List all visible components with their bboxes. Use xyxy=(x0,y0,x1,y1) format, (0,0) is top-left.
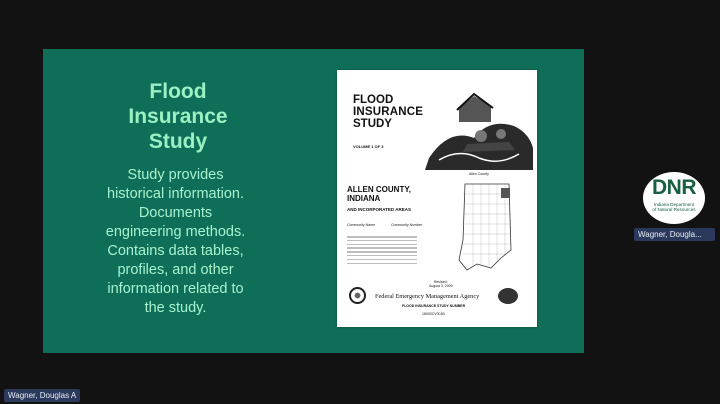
doc-volume: VOLUME 1 OF 3 xyxy=(353,144,384,149)
slide-body-line: engineering methods. xyxy=(105,224,246,240)
slide-title-line: Flood xyxy=(149,80,207,103)
doc-revised-line: August 3, 2009 xyxy=(429,284,453,288)
doc-revised-line: Revised: xyxy=(433,280,448,284)
doc-revised xyxy=(429,280,453,288)
doc-title-line: STUDY xyxy=(353,118,392,130)
doc-title-line: INSURANCE xyxy=(353,106,424,118)
self-name-label[interactable]: Wagner, Douglas A xyxy=(4,389,80,402)
slide-body-line: the study. xyxy=(144,300,207,316)
slide-body-line: Documents xyxy=(138,205,213,221)
slide-title-line: Insurance xyxy=(128,105,228,128)
fis-cover-image xyxy=(337,70,537,327)
dnr-letters: DNR xyxy=(652,176,696,199)
slide-body-line: Study provides xyxy=(127,167,224,183)
doc-agency: Federal Emergency Management Agency xyxy=(375,293,480,300)
indiana-map-icon xyxy=(455,180,517,272)
doc-community-list xyxy=(347,236,417,266)
participant-name-tile[interactable]: Wagner, Dougla... xyxy=(634,228,715,241)
doc-county-line: ALLEN COUNTY, xyxy=(347,185,411,194)
slide-body-line: historical information. xyxy=(107,186,244,202)
slide-title-line: Study xyxy=(148,130,208,153)
flood-rescue-illustration-icon xyxy=(419,88,535,170)
doc-column-header: Community Number xyxy=(391,223,423,227)
doc-study-number: 18003CV001B xyxy=(422,312,445,316)
dnr-logo-icon xyxy=(643,172,705,224)
doc-title-line: FLOOD xyxy=(353,94,394,106)
slide-body-line: Contains data tables, xyxy=(107,243,244,259)
doc-title xyxy=(353,94,423,130)
dnr-subtitle-line: Indiana Department xyxy=(653,202,695,207)
dnr-subtitle-line: of Natural Resources xyxy=(652,207,696,212)
map-label: Allen County xyxy=(469,172,489,176)
dnr-subtitle xyxy=(643,202,705,212)
doc-study-number-label: FLOOD INSURANCE STUDY NUMBER xyxy=(402,304,466,308)
slide-title xyxy=(128,79,228,154)
doc-county xyxy=(347,185,411,203)
doc-county-line: INDIANA xyxy=(347,194,381,203)
slide-body-line: profiles, and other xyxy=(117,262,234,278)
slide-body-line: information related to xyxy=(107,281,244,297)
doc-areas: AND INCORPORATED AREAS xyxy=(347,207,412,212)
nfip-logo-icon xyxy=(498,288,518,304)
doc-column-header: Community Name xyxy=(347,223,376,227)
slide-body xyxy=(83,166,268,318)
dhs-seal-icon xyxy=(349,287,366,304)
